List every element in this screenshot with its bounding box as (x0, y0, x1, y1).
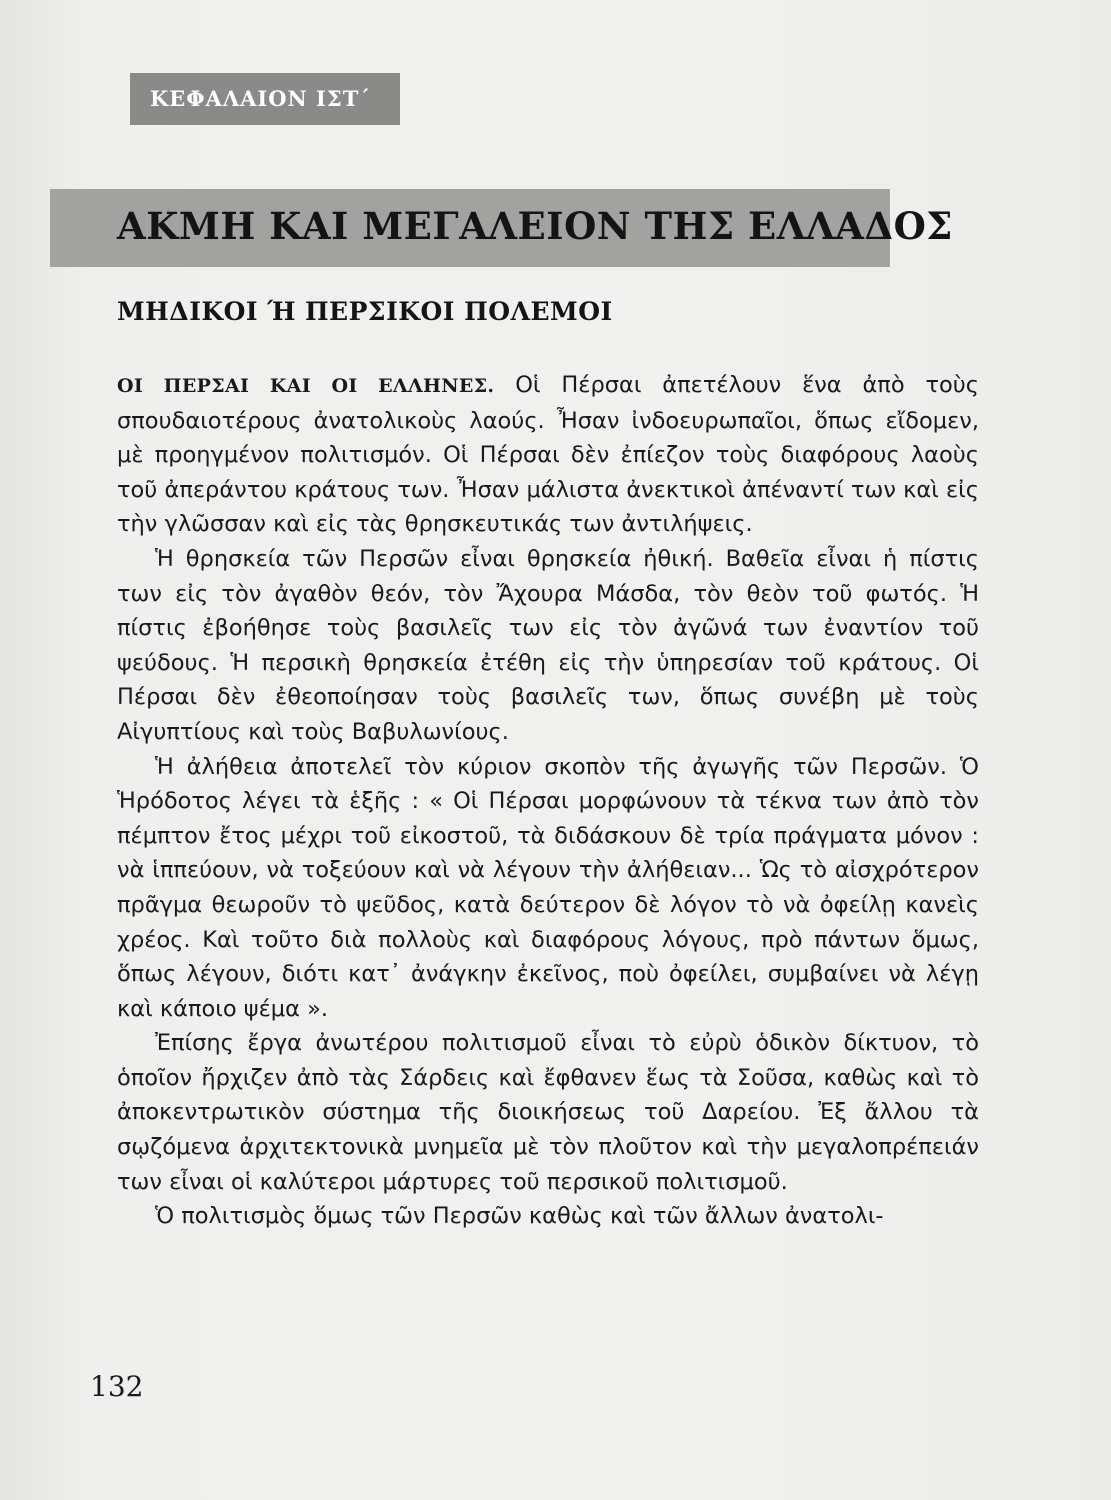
chapter-label: ΚΕΦΑΛΑΙΟΝ ΙΣΤ΄ (130, 73, 400, 125)
page-number: 132 (90, 1370, 144, 1403)
paragraph-5: Ὁ πολιτισμὸς ὅμως τῶν Περσῶν καθὼς καὶ τῶν ἄλλων ἀνατολι- (155, 1203, 884, 1230)
body-text (117, 368, 979, 1234)
page-title: ΑΚΜΗ ΚΑΙ ΜΕΓΑΛΕΙΟΝ ΤΗΣ ΕΛΛΑΔΟΣ (117, 204, 953, 248)
paragraph-3: Ἡ ἀλήθεια ἀποτελεῖ τὸν κύριον σκοπὸν τῆς ἀγωγῆς τῶν Περσῶν. Ὁ Ἡρόδοτος λέγει τὰ ἑξῆς : « Οἱ Πέρσαι μορφώνουν τὰ τέκνα των ἀπὸ τὸν πέμπτον ἔτος μέχρι τοῦ εἰκοστοῦ, τὰ διδάσκουν δὲ τρία πράγματα μόνον : νὰ ἱππεύουν, νὰ τοξεύουν καὶ νὰ λέγουν τὴν ἀλήθειαν... Ὡς τὸ αἰσχρότερον πρᾶγμα θεωροῦν τὸ ψεῦδος, κατὰ δεύτερον δὲ λόγον τὸ νὰ ὀφείλῃ κανεὶς χρέος. Καὶ τοῦτο διὰ πολλοὺς καὶ διαφόρους λόγους, πρὸ πάντων ὅμως, ὅπως λέγουν, διότι κατ᾽ ἀνάγκην ἐκεῖνος, ποὺ ὀφείλει, συμβαίνει νὰ λέγῃ καὶ κάποιο ψέμα ». (117, 753, 979, 1022)
section-title: ΜΗΔΙΚΟΙ Ή ΠΕΡΣΙΚΟΙ ΠΟΛΕΜΟΙ (117, 297, 613, 326)
paragraph-2: Ἡ θρησκεία τῶν Περσῶν εἶναι θρησκεία ἠθική. Βαθεῖα εἶναι ἡ πίστις των εἰς τὸν ἀγαθὸν θεόν, τὸν Ἄχουρα Μάσδα, τὸν θεὸν τοῦ φωτός. Ἡ πίστις ἐβοήθησε τοὺς βασιλεῖς των εἰς τὸν ἀγῶνά των ἐναντίον τοῦ ψεύδους. Ἡ περσικὴ θρησκεία ἐτέθη εἰς τὴν ὑπηρεσίαν τοῦ κράτους. Οἱ Πέρσαι δὲν ἐθεοποίησαν τοὺς βασιλεῖς των, ὅπως συνέβη μὲ τοὺς Αἰγυπτίους καὶ τοὺς Βαβυλωνίους. (117, 545, 979, 745)
paragraph-1 (117, 368, 979, 542)
paragraph-1-text: Οἱ Πέρσαι ἀπετέλουν ἕνα ἀπὸ τοὺς σπουδαιοτέρους ἀνατολικοὺς λαούς. Ἦσαν ἰνδοευρωπαῖοι, ὅπως εἴδομεν, μὲ προηγμένον πολιτισμόν. Οἱ Πέρσαι δὲν ἐπίεζον τοὺς διαφόρους λαοὺς τοῦ ἀπεράντου κράτους των. Ἦσαν μάλιστα ἀνεκτικοὶ ἀπέναντί των καὶ εἰς τὴν γλῶσσαν καὶ εἰς τὰς θρησκευτικάς των ἀντιλήψεις. (117, 372, 980, 538)
paragraph-lead: ΟΙ ΠΕΡΣΑΙ ΚΑΙ ΟΙ ΕΛΛΗΝΕΣ. (117, 375, 495, 397)
paragraph-4: Ἐπίσης ἔργα ἀνωτέρου πολιτισμοῦ εἶναι τὸ εὐρὺ ὁδικὸν δίκτυον, τὸ ὁποῖον ἤρχιζεν ἀπὸ τὰς Σάρδεις καὶ ἔφθανεν ἕως τὰ Σοῦσα, καθὼς καὶ τὸ ἀποκεντρωτικὸν σύστημα τῆς διοικήσεως τοῦ Δαρείου. Ἐξ ἄλλου τὰ σῳζόμενα ἀρχιτεκτονικὰ μνημεῖα μὲ τὸν πλοῦτον καὶ τὴν μεγαλοπρέπειάν των εἶναι οἱ καλύτεροι μάρτυρες τοῦ περσικοῦ πολιτισμοῦ. (117, 1030, 979, 1195)
